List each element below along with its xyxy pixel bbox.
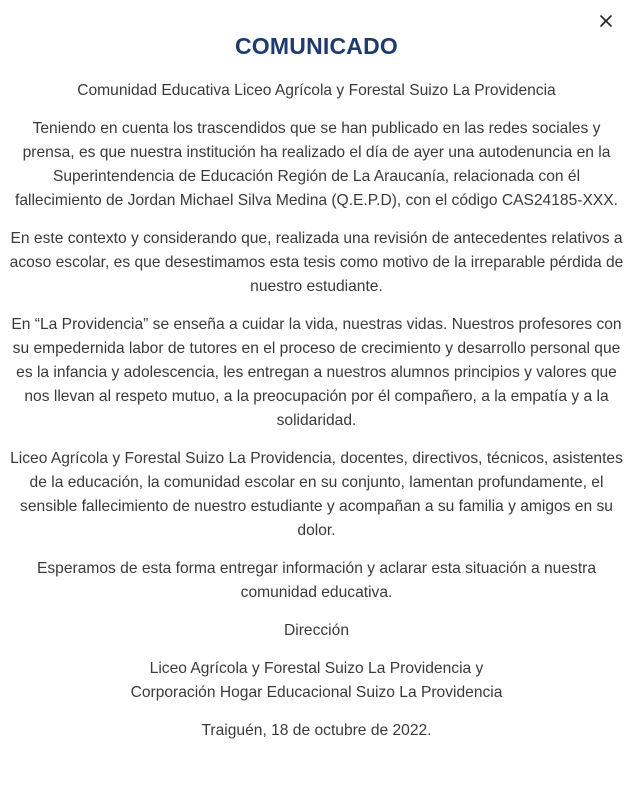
paragraph-context: En este contexto y considerando que, realizada una revisión de antecedentes relativos a acoso escolar, es que desestimamos esta tesis como motivo de la irreparable pérdida de nuestro estudiante. [9, 230, 624, 295]
announcement-body [9, 79, 624, 743]
paragraph-condolences: Liceo Agrícola y Forestal Suizo La Providencia, docentes, directivos, técnicos, asistentes de la educación, la comunidad escolar en su conjunto, lamentan profundamente, el sensible fallecimiento de nuestro estudiante y acompañan a su familia y amigos en su dolor. [10, 450, 623, 539]
date-line: Traiguén, 18 de octubre de 2022. [201, 722, 432, 739]
community-line: Comunidad Educativa Liceo Agrícola y Forestal Suizo La Providencia [77, 82, 556, 99]
close-button[interactable] [595, 10, 617, 32]
paragraph-closing: Esperamos de esta forma entregar información y aclarar esta situación a nuestra comunidad educativa. [36, 560, 597, 601]
paragraph-self-report: Teniendo en cuenta los trascendidos que se han publicado en las redes sociales y prensa, es que nuestra institución ha realizado el día de ayer una autodenuncia en la Superintendencia de Educación Región de La Araucanía, relacionada con él fallecimiento de Jordan Michael Silva Medina (Q.E.P.D), con el código CAS24185-XXX. [15, 120, 618, 209]
page-title: COMUNICADO [235, 33, 398, 59]
close-icon [600, 15, 612, 27]
signature-line-1: Liceo Agrícola y Forestal Suizo La Providencia y [149, 660, 484, 677]
signature-line-2: Corporación Hogar Educacional Suizo La Providencia [130, 684, 503, 701]
direction-label: Dirección [284, 622, 349, 639]
paragraph-values: En “La Providencia” se enseña a cuidar la vida, nuestras vidas. Nuestros profesores con su empedernida labor de tutores en el proceso de crecimiento y desarrollo personal que es la infancia y adolescencia, les entregan a nuestros alumnos principios y valores que nos llevan al respeto mutuo, a la preocupación por él compañero, a la empatía y a la solidaridad. [11, 316, 622, 429]
signature-block [9, 657, 624, 705]
